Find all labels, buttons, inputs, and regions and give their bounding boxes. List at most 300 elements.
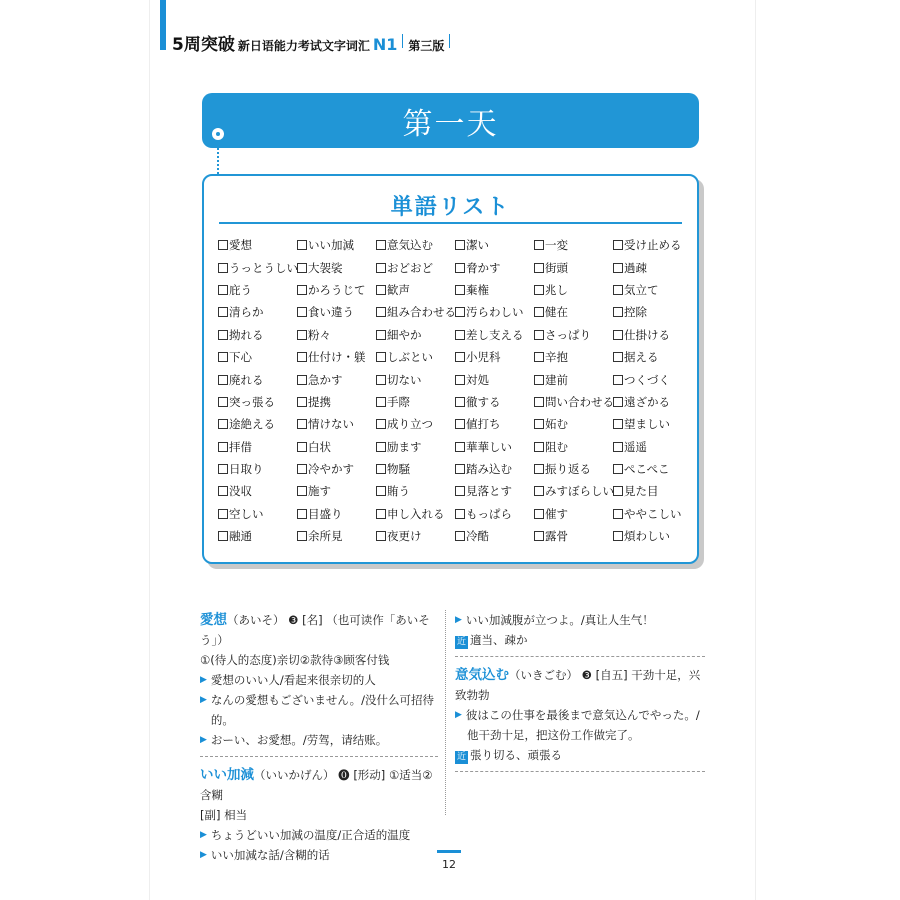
word-list-item[interactable] xyxy=(455,413,534,435)
word-list-item[interactable] xyxy=(376,525,455,547)
word-list-word: 切ない xyxy=(387,372,422,387)
checkbox-icon[interactable] xyxy=(218,486,228,496)
checkbox-icon[interactable] xyxy=(376,531,386,541)
entry-note: （也可读作「あいそう」） xyxy=(200,613,430,647)
day-banner xyxy=(202,93,699,148)
word-list-item[interactable] xyxy=(297,525,376,547)
word-list-item[interactable] xyxy=(613,503,692,525)
word-list-word: 歓声 xyxy=(387,282,410,297)
checkbox-icon[interactable] xyxy=(534,375,544,385)
triangle-bullet-icon: ▶ xyxy=(200,675,207,685)
checkbox-icon[interactable] xyxy=(534,307,544,317)
checkbox-icon[interactable] xyxy=(613,240,623,250)
checkbox-icon[interactable] xyxy=(534,419,544,429)
word-list-item[interactable] xyxy=(613,234,692,256)
entry-separator xyxy=(455,771,705,772)
word-list-item[interactable] xyxy=(534,301,613,323)
entry-word: いい加減 xyxy=(200,767,254,783)
checkbox-icon[interactable] xyxy=(218,307,228,317)
word-list-word: ややこしい xyxy=(624,506,682,521)
example-sentence: ▶ いい加減腹が立つよ。/真让人生气！ xyxy=(455,610,705,630)
word-list-word: うっとうしい xyxy=(229,260,298,275)
word-list-word: 小児科 xyxy=(466,350,501,365)
word-list-item[interactable] xyxy=(534,234,613,256)
word-list-word: 食い違う xyxy=(308,305,354,320)
related-words: 近 適当、疎か xyxy=(457,633,528,647)
word-list-item[interactable] xyxy=(534,368,613,390)
word-list-item[interactable] xyxy=(376,480,455,502)
word-list-word: 日取り xyxy=(229,462,264,477)
checkbox-icon[interactable] xyxy=(297,531,307,541)
word-list-item[interactable] xyxy=(376,279,455,301)
word-list-word: 棄権 xyxy=(466,282,489,297)
word-list-item[interactable] xyxy=(534,324,613,346)
checkbox-icon[interactable] xyxy=(455,531,465,541)
word-list-word: 仕掛ける xyxy=(624,327,670,342)
checkbox-icon[interactable] xyxy=(218,442,228,452)
checkbox-icon[interactable] xyxy=(534,352,544,362)
word-list-item[interactable] xyxy=(297,234,376,256)
word-list-item[interactable] xyxy=(297,279,376,301)
example-sentence: ▶ いい加減な話/含糊的话 xyxy=(200,845,438,865)
word-list-item[interactable] xyxy=(534,480,613,502)
checkbox-icon[interactable] xyxy=(455,307,465,317)
column-divider xyxy=(445,610,446,815)
word-list-word: 脅かす xyxy=(466,260,501,275)
checkbox-icon[interactable] xyxy=(534,285,544,295)
checkbox-icon[interactable] xyxy=(534,330,544,340)
right-column xyxy=(455,610,705,780)
word-list-item[interactable] xyxy=(534,503,613,525)
checkbox-icon[interactable] xyxy=(613,307,623,317)
checkbox-icon[interactable] xyxy=(376,352,386,362)
checkbox-icon[interactable] xyxy=(218,263,228,273)
word-list-word: おどおど xyxy=(387,260,433,275)
word-list-item[interactable] xyxy=(297,346,376,368)
checkbox-icon[interactable] xyxy=(613,464,623,474)
word-list-word: 対処 xyxy=(466,372,489,387)
word-list-word: 踏み込む xyxy=(466,462,512,477)
related-tag: 近 xyxy=(457,637,467,647)
word-list-title: 単語リスト xyxy=(390,194,511,220)
word-list-item[interactable] xyxy=(218,324,297,346)
checkbox-icon[interactable] xyxy=(613,486,623,496)
checkbox-icon[interactable] xyxy=(455,240,465,250)
example-translation: 他干劲十足，把这份工作做完了。 xyxy=(467,728,640,742)
word-list-item[interactable] xyxy=(218,413,297,435)
checkbox-icon[interactable] xyxy=(297,240,307,250)
word-list-item[interactable] xyxy=(534,525,613,547)
checkbox-icon[interactable] xyxy=(376,375,386,385)
checkbox-icon[interactable] xyxy=(455,263,465,273)
word-list-word: 愛想 xyxy=(229,238,252,253)
header-divider xyxy=(449,34,450,48)
checkbox-icon[interactable] xyxy=(376,464,386,474)
word-list-item[interactable] xyxy=(218,256,297,278)
word-list-item[interactable] xyxy=(455,346,534,368)
word-list-word: 下心 xyxy=(229,350,252,365)
checkbox-icon[interactable] xyxy=(455,397,465,407)
word-list-item[interactable] xyxy=(297,436,376,458)
checkbox-icon[interactable] xyxy=(613,397,623,407)
word-list-word: 大袈裟 xyxy=(308,260,343,275)
checkbox-icon[interactable] xyxy=(218,240,228,250)
checkbox-icon[interactable] xyxy=(534,263,544,273)
word-list-item[interactable] xyxy=(376,436,455,458)
word-list-word: 途絶える xyxy=(229,417,275,432)
word-list-word: 控除 xyxy=(624,305,647,320)
checkbox-icon[interactable] xyxy=(218,419,228,429)
word-list-word: 細やか xyxy=(387,327,422,342)
word-list-word: 賄う xyxy=(387,484,410,499)
checkbox-icon[interactable] xyxy=(297,307,307,317)
checkbox-icon[interactable] xyxy=(218,464,228,474)
checkbox-icon[interactable] xyxy=(297,263,307,273)
checkbox-icon[interactable] xyxy=(297,419,307,429)
checkbox-icon[interactable] xyxy=(376,240,386,250)
word-list-item[interactable] xyxy=(218,525,297,547)
related-tag: 近 xyxy=(457,752,467,762)
word-list-item[interactable] xyxy=(613,525,692,547)
word-list-word: 提携 xyxy=(308,394,331,409)
entry-ikigomu xyxy=(455,665,705,705)
checkbox-icon[interactable] xyxy=(376,486,386,496)
word-list-item[interactable] xyxy=(218,279,297,301)
word-list-item[interactable] xyxy=(534,436,613,458)
checkbox-icon[interactable] xyxy=(613,509,623,519)
word-list-item[interactable] xyxy=(297,458,376,480)
word-list-word: 見た目 xyxy=(624,484,659,499)
word-list-word: 露骨 xyxy=(545,529,568,544)
accent-mark: ❸ xyxy=(288,613,299,627)
word-list-word: 見落とす xyxy=(466,484,512,499)
word-list-word: 過疎 xyxy=(624,260,647,275)
example-sentence: ▶ 愛想のいい人/看起来很亲切的人 xyxy=(200,670,438,690)
word-list-word: 遥遥 xyxy=(624,439,647,454)
checkbox-icon[interactable] xyxy=(455,486,465,496)
word-list-item[interactable] xyxy=(297,391,376,413)
word-list-item[interactable] xyxy=(297,301,376,323)
word-list-word: 意気込む xyxy=(387,238,433,253)
word-list-item[interactable] xyxy=(218,391,297,413)
word-list-item[interactable] xyxy=(376,346,455,368)
word-list-word: 手際 xyxy=(387,394,410,409)
running-header xyxy=(172,30,455,55)
word-list-word: 融通 xyxy=(229,529,252,544)
word-list-word: 急かす xyxy=(308,372,343,387)
word-list-word: 突っ張る xyxy=(229,394,275,409)
checkbox-icon[interactable] xyxy=(218,375,228,385)
word-list-item[interactable] xyxy=(218,234,297,256)
word-list-item[interactable] xyxy=(297,480,376,502)
word-list-item[interactable] xyxy=(376,256,455,278)
checkbox-icon[interactable] xyxy=(613,442,623,452)
checkbox-icon[interactable] xyxy=(455,375,465,385)
word-list-item[interactable] xyxy=(534,256,613,278)
word-list-word: 値打ち xyxy=(466,417,501,432)
word-list-item[interactable] xyxy=(534,279,613,301)
entry-reading: （あいそ） xyxy=(227,613,285,627)
word-list-item[interactable] xyxy=(455,256,534,278)
checkbox-icon[interactable] xyxy=(455,330,465,340)
word-list-item[interactable] xyxy=(297,503,376,525)
word-list-word: 組み合わせる xyxy=(387,305,456,320)
word-list-item[interactable] xyxy=(297,413,376,435)
word-list-word: しぶとい xyxy=(387,350,433,365)
entry-meaning-secondary: [副] 相当 xyxy=(200,808,248,822)
header-level: N1 xyxy=(372,35,398,54)
header-brand: 5周突破 xyxy=(172,35,235,55)
word-list-word: 廃れる xyxy=(229,372,264,387)
word-list-item[interactable] xyxy=(455,301,534,323)
checkbox-icon[interactable] xyxy=(297,486,307,496)
checkbox-icon[interactable] xyxy=(534,397,544,407)
checkbox-icon[interactable] xyxy=(455,509,465,519)
word-list-item[interactable] xyxy=(218,480,297,502)
word-list-item[interactable] xyxy=(613,458,692,480)
entry-separator xyxy=(455,656,705,657)
checkbox-icon[interactable] xyxy=(297,442,307,452)
checkbox-icon[interactable] xyxy=(455,285,465,295)
entry-aiso xyxy=(200,610,438,650)
word-list-word: いい加減 xyxy=(308,238,354,253)
entry-meaning: ①适当②含糊 xyxy=(200,768,433,802)
checkbox-icon[interactable] xyxy=(455,419,465,429)
word-list-item[interactable] xyxy=(455,391,534,413)
word-list-item[interactable] xyxy=(534,391,613,413)
checkbox-icon[interactable] xyxy=(534,240,544,250)
checkbox-icon[interactable] xyxy=(376,307,386,317)
word-list-item[interactable] xyxy=(376,413,455,435)
triangle-bullet-icon: ▶ xyxy=(200,850,207,860)
word-list-word: かろうじて xyxy=(308,282,366,297)
checkbox-icon[interactable] xyxy=(376,419,386,429)
word-list-item[interactable] xyxy=(376,368,455,390)
word-list-item[interactable] xyxy=(613,279,692,301)
word-list-word: つくづく xyxy=(624,372,670,387)
checkbox-icon[interactable] xyxy=(613,285,623,295)
word-list-item[interactable] xyxy=(297,368,376,390)
word-list-word: 妬む xyxy=(545,417,568,432)
word-list-item[interactable] xyxy=(455,234,534,256)
checkbox-icon[interactable] xyxy=(297,285,307,295)
word-list-item[interactable] xyxy=(455,480,534,502)
checkbox-icon[interactable] xyxy=(613,375,623,385)
word-list-word: 一変 xyxy=(545,238,568,253)
checkbox-icon[interactable] xyxy=(297,352,307,362)
word-list-word: 拝借 xyxy=(229,439,252,454)
word-list-word: 拗れる xyxy=(229,327,264,342)
word-list-word: もっぱら xyxy=(466,506,512,521)
word-list-item[interactable] xyxy=(376,234,455,256)
word-list-item[interactable] xyxy=(218,436,297,458)
word-list-word: 粉々 xyxy=(308,327,331,342)
word-list-rule xyxy=(219,222,682,224)
word-list-item[interactable] xyxy=(613,256,692,278)
checkbox-icon[interactable] xyxy=(376,442,386,452)
word-list-word: 目盛り xyxy=(308,506,343,521)
word-list-item[interactable] xyxy=(297,256,376,278)
checkbox-icon[interactable] xyxy=(613,330,623,340)
day-title: 第一天 xyxy=(402,106,499,142)
word-list-item[interactable] xyxy=(613,324,692,346)
checkbox-icon[interactable] xyxy=(613,531,623,541)
checkbox-icon[interactable] xyxy=(613,263,623,273)
word-list-word: 街頭 xyxy=(545,260,568,275)
checkbox-icon[interactable] xyxy=(218,330,228,340)
checkbox-icon[interactable] xyxy=(218,509,228,519)
page-number-bar xyxy=(437,850,461,853)
word-list-item[interactable] xyxy=(218,368,297,390)
word-list-word: 夜更け xyxy=(387,529,422,544)
page-number: 12 xyxy=(442,858,456,871)
checkbox-icon[interactable] xyxy=(613,352,623,362)
connector-dot-icon xyxy=(212,128,224,140)
word-list-item[interactable] xyxy=(455,525,534,547)
word-list-item[interactable] xyxy=(455,458,534,480)
word-list-item[interactable] xyxy=(613,413,692,435)
word-list-item[interactable] xyxy=(218,503,297,525)
word-list-word: 差し支える xyxy=(466,327,524,342)
word-list-word: 兆し xyxy=(545,282,568,297)
checkbox-icon[interactable] xyxy=(297,509,307,519)
header-subtitle: 新日语能力考试文字词汇 xyxy=(237,39,370,53)
checkbox-icon[interactable] xyxy=(376,509,386,519)
word-list-item[interactable] xyxy=(218,346,297,368)
checkbox-icon[interactable] xyxy=(534,509,544,519)
entry-iikagen xyxy=(200,765,438,805)
word-list-item[interactable] xyxy=(455,436,534,458)
word-list-item[interactable] xyxy=(376,503,455,525)
word-list-word: 据える xyxy=(624,350,659,365)
checkbox-icon[interactable] xyxy=(455,442,465,452)
triangle-bullet-icon: ▶ xyxy=(200,830,207,840)
word-list-word: 庇う xyxy=(229,282,252,297)
left-column xyxy=(200,610,438,865)
checkbox-icon[interactable] xyxy=(455,352,465,362)
checkbox-icon[interactable] xyxy=(534,531,544,541)
checkbox-icon[interactable] xyxy=(455,464,465,474)
header-divider xyxy=(402,34,403,48)
checkbox-icon[interactable] xyxy=(297,375,307,385)
word-list-item[interactable] xyxy=(455,279,534,301)
checkbox-icon[interactable] xyxy=(218,285,228,295)
word-list-word: 仕付け・躾 xyxy=(308,350,366,365)
word-list-item[interactable] xyxy=(376,458,455,480)
checkbox-icon[interactable] xyxy=(534,464,544,474)
word-list-word: 冷やかす xyxy=(308,462,354,477)
triangle-bullet-icon: ▶ xyxy=(200,695,207,705)
word-list-word: ぺこぺこ xyxy=(624,462,670,477)
word-list-item[interactable] xyxy=(613,368,692,390)
word-list-word: 申し入れる xyxy=(387,506,445,521)
word-list-item[interactable] xyxy=(455,368,534,390)
word-list-word: 気立て xyxy=(624,282,659,297)
related-words: 近 張り切る、頑張る xyxy=(457,748,563,762)
checkbox-icon[interactable] xyxy=(534,442,544,452)
word-list-item[interactable] xyxy=(218,301,297,323)
word-list-grid xyxy=(218,234,688,547)
checkbox-icon[interactable] xyxy=(376,397,386,407)
header-edition: 第三版 xyxy=(408,39,445,53)
part-of-speech: [形动] xyxy=(353,768,386,782)
word-list-word: 潔い xyxy=(466,238,489,253)
triangle-bullet-icon: ▶ xyxy=(455,710,462,720)
word-list-word: 物騒 xyxy=(387,462,410,477)
entry-separator xyxy=(200,756,438,757)
word-list-word: 空しい xyxy=(229,506,264,521)
word-list-word: 白状 xyxy=(308,439,331,454)
word-list-item[interactable] xyxy=(613,346,692,368)
checkbox-icon[interactable] xyxy=(297,397,307,407)
part-of-speech: [自五] xyxy=(595,668,628,682)
accent-mark: ❸ xyxy=(581,668,592,682)
word-list-item[interactable] xyxy=(376,324,455,346)
word-list-item[interactable] xyxy=(613,436,692,458)
checkbox-icon[interactable] xyxy=(218,531,228,541)
word-list-item[interactable] xyxy=(455,503,534,525)
word-list-word: 冷酷 xyxy=(466,529,489,544)
triangle-bullet-icon: ▶ xyxy=(200,735,207,745)
word-list-box xyxy=(202,174,699,564)
word-list-word: 汚らわしい xyxy=(466,305,524,320)
word-list-word: 没収 xyxy=(229,484,252,499)
checkbox-icon[interactable] xyxy=(218,352,228,362)
header-accent-bar xyxy=(160,0,166,50)
word-list-item[interactable] xyxy=(534,346,613,368)
entry-reading: （いきごむ） xyxy=(509,668,578,682)
part-of-speech: [名] xyxy=(302,613,323,627)
word-list-word: 余所見 xyxy=(308,529,343,544)
word-list-word: 健在 xyxy=(545,305,568,320)
word-list-word: 遠ざかる xyxy=(624,394,670,409)
entry-meaning: 干劲十足，兴致勃勃 xyxy=(455,668,701,702)
word-list-word: 華華しい xyxy=(466,439,512,454)
accent-mark: ⓿ xyxy=(338,768,350,782)
word-list-item[interactable] xyxy=(613,480,692,502)
word-list-word: 辛抱 xyxy=(545,350,568,365)
word-list-item[interactable] xyxy=(534,458,613,480)
checkbox-icon[interactable] xyxy=(218,397,228,407)
checkbox-icon[interactable] xyxy=(376,263,386,273)
entry-word: 意気込む xyxy=(455,667,509,683)
word-list-item[interactable] xyxy=(613,301,692,323)
word-list-item[interactable] xyxy=(376,391,455,413)
example-sentence: ▶ ちょうどいい加減の温度/正合适的温度 xyxy=(200,825,438,845)
checkbox-icon[interactable] xyxy=(297,464,307,474)
checkbox-icon[interactable] xyxy=(376,330,386,340)
word-list-word: 施す xyxy=(308,484,331,499)
checkbox-icon[interactable] xyxy=(534,486,544,496)
checkbox-icon[interactable] xyxy=(613,419,623,429)
word-list-item[interactable] xyxy=(455,324,534,346)
word-list-word: みすぼらしい xyxy=(545,484,614,499)
entry-reading: （いいかげん） xyxy=(254,768,335,782)
word-list-item[interactable] xyxy=(218,458,297,480)
checkbox-icon[interactable] xyxy=(376,285,386,295)
entry-word: 愛想 xyxy=(200,612,227,628)
checkbox-icon[interactable] xyxy=(297,330,307,340)
word-list-item[interactable] xyxy=(297,324,376,346)
word-list-word: さっぱり xyxy=(545,327,591,342)
word-list-word: 振り返る xyxy=(545,462,591,477)
word-list-item[interactable] xyxy=(613,391,692,413)
word-list-word: 問い合わせる xyxy=(545,394,614,409)
word-list-item[interactable] xyxy=(376,301,455,323)
word-list-word: 励ます xyxy=(387,439,422,454)
word-list-word: 受け止める xyxy=(624,238,682,253)
word-list-item[interactable] xyxy=(534,413,613,435)
